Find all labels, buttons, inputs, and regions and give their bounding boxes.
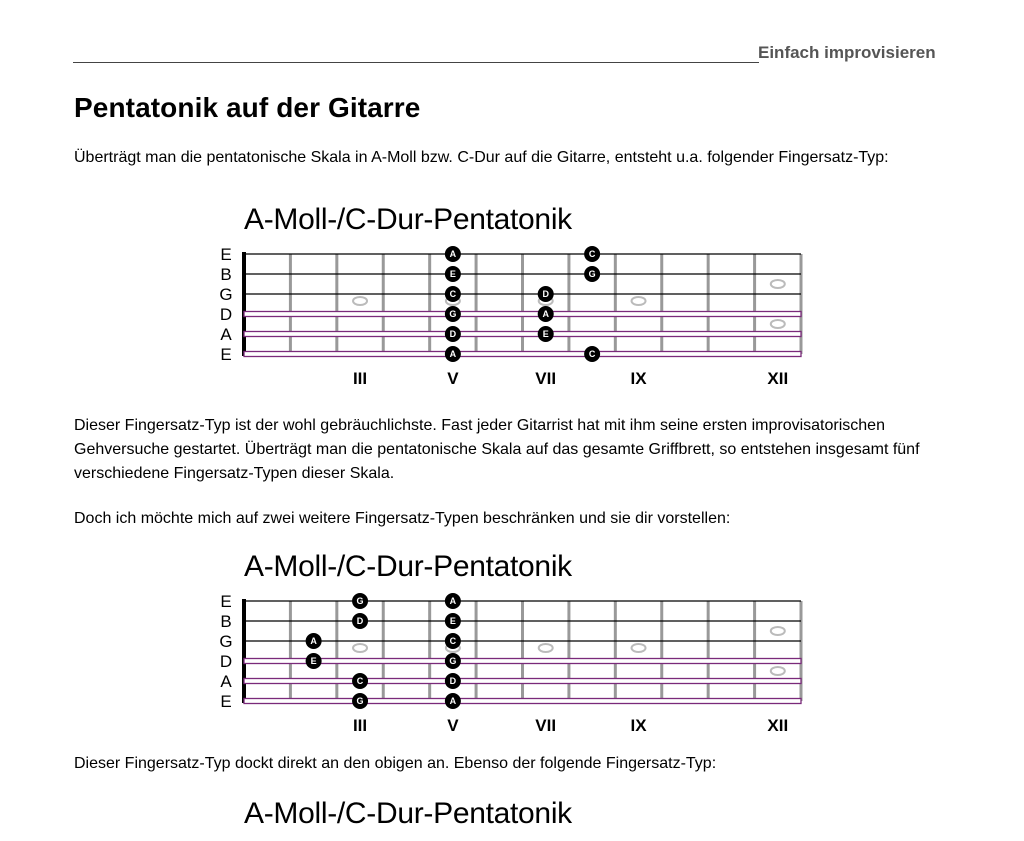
string-label-g: G [219, 632, 233, 651]
fret-number-label: IX [630, 369, 647, 388]
fretboard-diagram-2 [218, 591, 818, 741]
bass-string [244, 659, 801, 664]
fret-number-label: VII [535, 369, 557, 388]
intro-paragraph: Überträgt man die pentatonische Skala in A-Moll bzw. C-Dur auf die Gitarre, entsteht u.a. folgender Fingersatz-Typ: [74, 149, 889, 166]
fret-marker-dot [539, 644, 553, 652]
fret-marker-dot [771, 280, 785, 288]
fret-marker-dot [353, 644, 367, 652]
string-label-a: A [220, 672, 232, 691]
string-label-d: D [219, 305, 233, 324]
fret-number-label: XII [767, 369, 789, 388]
fretboard-diagram-1 [218, 244, 818, 394]
fret-number-label: V [447, 716, 459, 735]
fret-marker-dot [632, 297, 646, 305]
note-label: G [356, 696, 364, 707]
string-label-a: A [220, 325, 232, 344]
fret-marker-dot [771, 667, 785, 675]
note-label: C [449, 636, 457, 647]
note-label: C [356, 676, 364, 687]
header-rule [73, 62, 759, 63]
body-paragraph-4: Dieser Fingersatz-Typ dockt direkt an den obigen an. Ebenso der folgende Fingersatz-Typ: [74, 755, 717, 772]
fret-marker-dot [771, 627, 785, 635]
string-label-b: B [220, 265, 232, 284]
fret-marker-dot [632, 644, 646, 652]
note-label: G [449, 656, 457, 667]
bass-string [244, 312, 801, 317]
body-paragraph-2: Dieser Fingersatz-Typ ist der wohl gebräuchlichste. Fast jeder Gitarrist hat mit ihm seine ersten improvisatorischen Gehversuche gestartet. Überträgt man die pentatonische Skala auf das gesamte Griffbrett, so entstehen insgesamt fünf verschiedene Fingersatz-Typen dieser Skala. [74, 417, 920, 482]
note-label: D [356, 616, 364, 627]
note-label: A [449, 249, 457, 260]
note-label: E [542, 329, 549, 340]
note-label: A [449, 596, 457, 607]
note-label: A [542, 309, 549, 320]
fret-marker-dot [771, 320, 785, 328]
note-label: E [449, 616, 456, 627]
fret-marker-dot [353, 297, 367, 305]
page-title: Pentatonik auf der Gitarre [74, 92, 421, 123]
note-label: G [449, 309, 457, 320]
fret-number-label: III [352, 716, 368, 735]
fret-number-label: III [352, 369, 368, 388]
diagram-title: A-Moll-/C-Dur-Pentatonik [244, 203, 572, 236]
note-label: A [449, 696, 457, 707]
string-label-e: E [220, 692, 232, 711]
string-label-e: E [220, 345, 232, 364]
bass-string [244, 679, 801, 684]
diagram-title: A-Moll-/C-Dur-Pentatonik [244, 550, 572, 583]
fret-number-label: XII [767, 716, 789, 735]
string-label-d: D [219, 652, 233, 671]
string-label-e: E [220, 245, 232, 264]
bass-string [244, 332, 801, 337]
fret-number-label: V [447, 369, 459, 388]
note-label: E [449, 269, 456, 280]
note-label: G [356, 596, 364, 607]
bass-string [244, 352, 801, 357]
note-label: D [449, 329, 457, 340]
note-label: G [588, 269, 596, 280]
string-label-g: G [219, 285, 233, 304]
note-label: C [449, 289, 457, 300]
note-label: C [588, 249, 596, 260]
note-label: D [449, 676, 457, 687]
note-label: E [310, 656, 317, 667]
bass-string [244, 699, 801, 704]
fret-number-label: IX [630, 716, 647, 735]
note-label: A [310, 636, 317, 647]
note-label: C [588, 349, 596, 360]
string-label-b: B [220, 612, 232, 631]
diagram-title: A-Moll-/C-Dur-Pentatonik [244, 797, 572, 830]
fret-number-label: VII [535, 716, 557, 735]
running-header: Einfach improvisieren [758, 43, 936, 62]
body-paragraph-3: Doch ich möchte mich auf zwei weitere Fingersatz-Typen beschränken und sie dir vorstellen: [74, 510, 731, 527]
string-label-e: E [220, 592, 232, 611]
note-label: D [542, 289, 549, 300]
note-label: A [449, 349, 457, 360]
